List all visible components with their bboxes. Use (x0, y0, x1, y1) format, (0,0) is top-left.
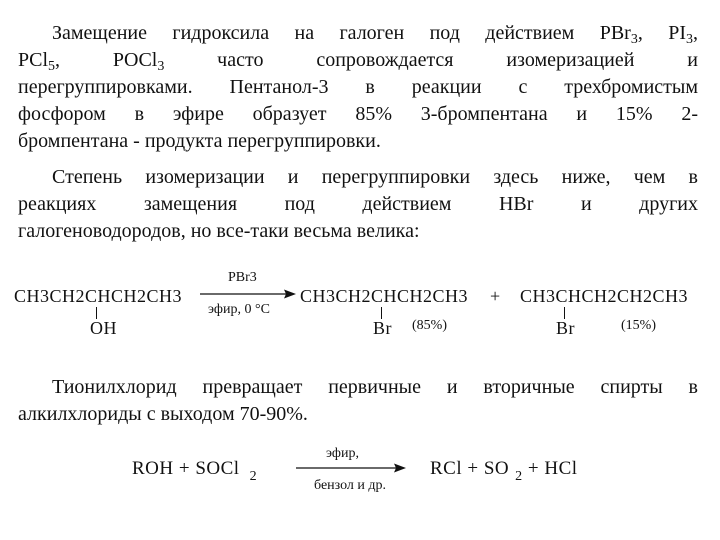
paragraph-2-line-2: реакциях замещения под действием HBr и других (18, 193, 698, 215)
reaction-1-reactant-substituent: OH (90, 318, 117, 338)
reaction-2-reagent-top: эфир, (326, 446, 359, 461)
paragraph-3 (18, 374, 698, 428)
paragraph-1-line-1: Замещение гидроксила на галоген под действием PBr$_3$, $PI_3$, (52, 22, 698, 47)
reaction-1-reactant: CH3CH2CHCH2CH3 (14, 286, 183, 306)
reaction-1-product-1: CH3CH2CHCH2CH3 (300, 286, 469, 306)
paragraph-1-line-3: перегруппировками. Пентанол-3 в реакции с трехбромистым (18, 76, 698, 98)
reaction-1-product-1-substituent: Br (373, 318, 392, 338)
reaction-2-arrow-icon (296, 462, 406, 474)
paragraph-2 (18, 164, 698, 245)
paragraph-1-line-2: PCl$_5$, POCl$_3$ часто сопровождается изомеризацией и (18, 49, 699, 74)
reaction-1-reagent-top: PBr3 (228, 270, 257, 285)
paragraph-1-line-5: бромпентана - продукта перегруппировки. (18, 130, 381, 152)
reaction-1-product-2: CH3CHCH2CH2CH3 (520, 286, 689, 306)
reaction-2-reagent-bottom: бензол и др. (314, 478, 387, 493)
paragraph-2-line-3: галогеноводородов, но все-таки весьма велика: (18, 220, 420, 242)
reaction-1-product-1-yield: (85%) (412, 318, 447, 333)
paragraph-3-line-2: алкилхлориды с выходом 70-90%. (18, 403, 308, 425)
paragraph-3-line-1: Тионилхлорид превращает первичные и вторичные спирты в (52, 376, 698, 398)
paragraph-1-line-4: фосфором в эфире образует 85% 3-бромпентана и 15% 2- (18, 103, 698, 125)
reaction-1-plus: + (490, 286, 501, 306)
paragraph-1 (18, 20, 698, 155)
reaction-1-reagent-bottom: эфир, 0 °C (208, 302, 270, 317)
reaction-1-product-2-yield: (15%) (621, 318, 656, 333)
reaction-2-left: ROH + SOCl $_2$ (132, 458, 258, 484)
reaction-1-arrow-icon (200, 288, 296, 300)
reaction-1-product-2-substituent: Br (556, 318, 575, 338)
reaction-2-right: RCl + SO $_2$ + HCl (430, 458, 578, 484)
paragraph-2-line-1: Степень изомеризации и перегруппировки здесь ниже, чем в (52, 166, 698, 188)
